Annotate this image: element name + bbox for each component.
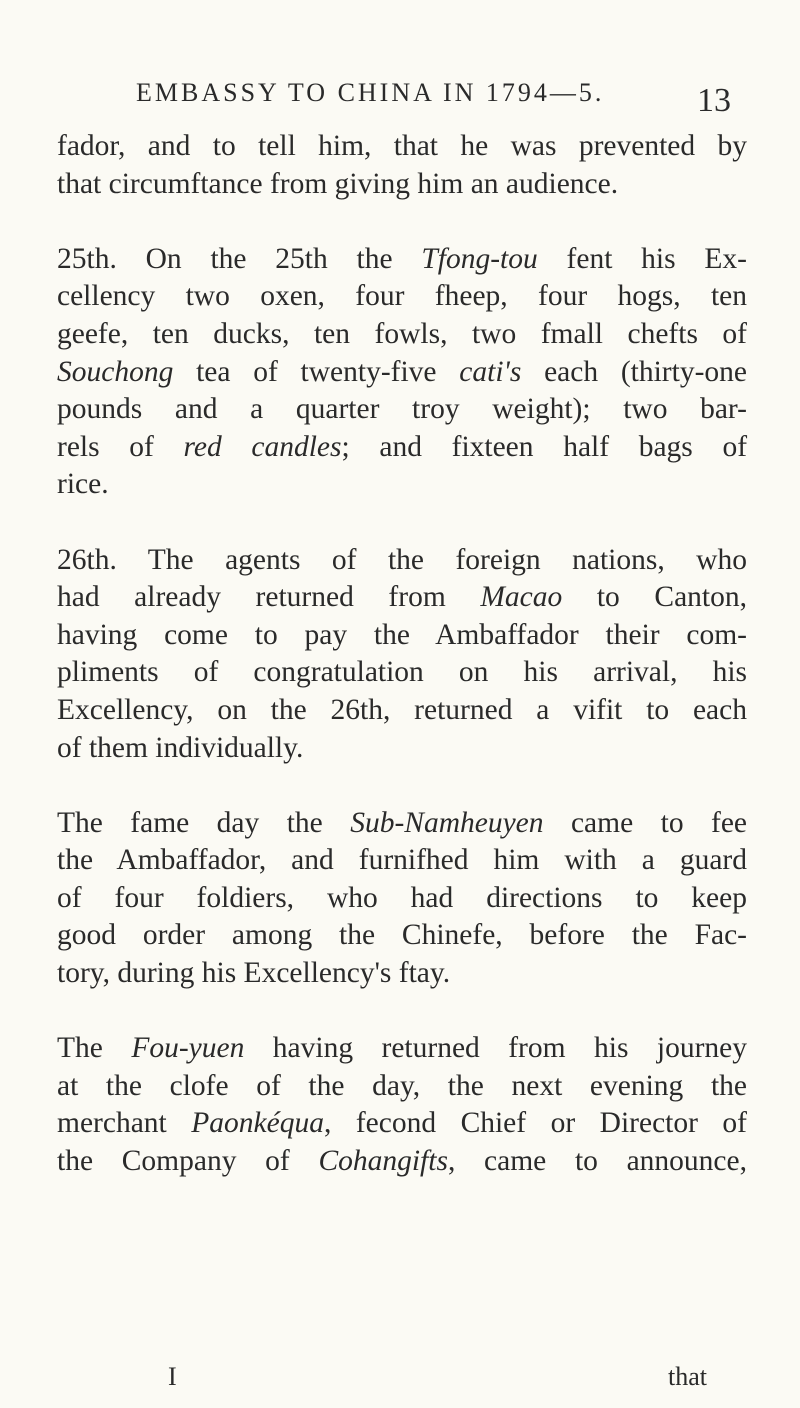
text-line: pliments of congratulation on his arrival, his [57, 656, 747, 689]
text-line: Souchong tea of twenty-five cati's each (thirty-one [57, 355, 747, 388]
italic-term: Souchong [57, 355, 174, 388]
text-line: fador, and to tell him, that he was prevented by [57, 130, 747, 162]
text-line: had already returned from Macao to Canton, [57, 581, 747, 614]
italic-term: Sub-Namheuyen [350, 806, 544, 839]
text-line: pounds and a quarter troy weight); two bar- [57, 393, 747, 426]
page-number: 13 [697, 82, 731, 119]
paragraph [57, 805, 747, 993]
catchword: that [668, 1362, 707, 1391]
text-line: The fame day the Sub-Namheuyen came to fee [57, 806, 748, 839]
text-line: rels of red candles; and fixteen half bags of [57, 430, 748, 463]
text-line: The Fou-yuen having returned from his journey [57, 1032, 747, 1065]
text-line: the Ambaffador, and furnifhed him with a guard [57, 844, 747, 877]
italic-term: Paonkéqua [191, 1107, 324, 1140]
text-line: of them individually. [57, 731, 304, 764]
paragraph [57, 128, 747, 203]
italic-term: Macao [480, 581, 563, 614]
italic-term: cati's [459, 355, 522, 388]
italic-term: red candles [183, 430, 342, 463]
text-line: of four foldiers, who had directions to keep [57, 881, 747, 914]
paragraph [57, 241, 747, 504]
text-line: the Company of Cohangifts, came to announce, [57, 1145, 747, 1178]
body-text [57, 128, 747, 1181]
text-line: 26th. The agents of the foreign nations, who [57, 543, 747, 576]
text-line: merchant Paonkéqua, fecond Chief or Director of [57, 1107, 747, 1140]
text-line: geefe, ten ducks, ten fowls, two fmall chefts of [57, 317, 747, 350]
italic-term: Cohangifts [318, 1145, 448, 1178]
text-line: that circumftance from giving him an audience. [57, 167, 619, 200]
signature-mark: I [168, 1362, 177, 1391]
italic-term: Fou-yuen [131, 1032, 245, 1065]
text-line: cellency two oxen, four fheep, four hogs, ten [57, 280, 747, 313]
text-line: rice. [57, 468, 109, 501]
text-line: Excellency, on the 26th, returned a vifit to each [57, 693, 747, 726]
paragraph [57, 542, 747, 768]
text-line: tory, during his Excellency's ftay. [57, 957, 451, 990]
running-title: EMBASSY TO CHINA IN 1794—5. [136, 78, 605, 107]
text-line: good order among the Chinefe, before the Fac- [57, 919, 747, 952]
text-line: at the clofe of the day, the next evening the [57, 1069, 747, 1102]
text-line: having come to pay the Ambaffador their com- [57, 618, 747, 651]
text-line: 25th. On the 25th the Tfong-tou fent his Ex- [57, 242, 747, 275]
paragraph-gap [57, 203, 747, 241]
paragraph-gap [57, 504, 747, 542]
italic-term: Tfong-tou [421, 242, 538, 275]
paragraph [57, 1030, 747, 1180]
paragraph-gap [57, 767, 747, 805]
paragraph-gap [57, 993, 747, 1031]
